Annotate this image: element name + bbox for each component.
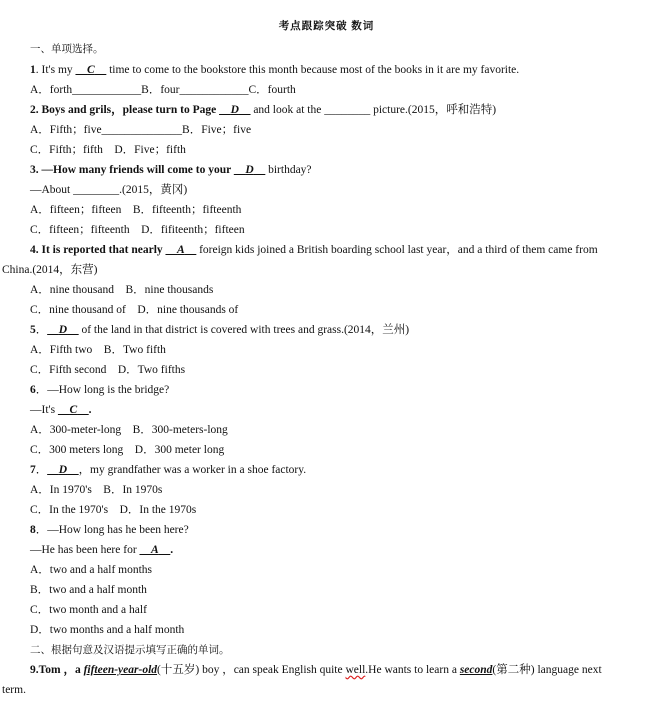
stem-text: foreign kids joined a British boarding school last year，and a third of them came from xyxy=(196,244,598,256)
reply-text: . xyxy=(88,404,92,416)
blank: __ xyxy=(184,244,197,256)
question-8-option-d: D．two months and a half month xyxy=(30,624,185,636)
reply-text: . xyxy=(170,544,174,556)
blank: __ xyxy=(67,464,79,476)
question-6-reply xyxy=(30,403,92,417)
stem-text: language next xyxy=(534,664,602,676)
question-8-option-b: B．two and a half month xyxy=(30,584,147,596)
blank: __ xyxy=(57,404,70,416)
answer-mark: A xyxy=(177,244,185,256)
question-3-reply: —About ________.(2015，黄冈) xyxy=(30,184,188,196)
stem-text: . —How many friends will come to your xyxy=(35,164,234,176)
answer-word: second xyxy=(459,664,493,676)
answer-mark: C xyxy=(69,404,78,416)
stem-text: .Tom ，a xyxy=(35,664,84,676)
page-title: 考点跟踪突破 数词 xyxy=(278,21,375,32)
question-8-stem xyxy=(30,523,189,537)
stem-text: boy ，can speak English quite xyxy=(199,664,346,676)
answer-mark: D xyxy=(230,104,239,116)
question-8-option-c: C．two month and a half xyxy=(30,604,147,616)
question-5-stem xyxy=(30,323,409,337)
stem-text: and look at the ________ picture.(2015，呼和浩特) xyxy=(250,104,497,116)
question-7-options-ab: A．In 1970's B．In 1970s xyxy=(30,484,163,496)
question-number: 6 xyxy=(30,384,36,396)
question-8-option-a: A．two and a half months xyxy=(30,564,153,576)
stem-text: .He wants to learn a xyxy=(365,664,460,676)
blank: __ xyxy=(67,324,79,336)
reply-text: —He has been here for xyxy=(30,544,140,556)
question-number: 8 xyxy=(30,524,36,536)
blank: __ xyxy=(47,464,59,476)
question-number: 7 xyxy=(30,464,36,476)
blank: __ xyxy=(94,64,107,76)
question-4-options-ab: A．nine thousand B．nine thousands xyxy=(30,284,214,296)
answer-word: fifteen-year-old xyxy=(83,664,158,676)
question-number: 5 xyxy=(30,324,36,336)
answer-mark: D xyxy=(245,164,254,176)
question-5-options-cd: C．Fifth second D．Two fifths xyxy=(30,364,186,376)
stem-text: birthday? xyxy=(265,164,312,176)
question-3-options-cd: C．fifteen；fifteenth D．fifiteenth；fifteen xyxy=(30,224,245,236)
question-4-stem xyxy=(30,243,598,257)
chinese-hint: (十五岁) xyxy=(157,664,200,676)
answer-mark: D xyxy=(58,324,68,336)
stem-text: ． xyxy=(35,324,48,336)
question-number: 2 xyxy=(30,104,36,116)
question-2-stem xyxy=(30,103,496,117)
question-1-options: A．forth____________B．four____________C．fourth xyxy=(30,84,296,96)
blank: __ xyxy=(77,404,89,416)
blank: __ xyxy=(238,104,251,116)
question-6-options-ab: A．300-meter-long B．300-meters-long xyxy=(30,424,228,436)
question-4-stem-continued: China.(2014，东营) xyxy=(2,264,98,276)
blank: __ xyxy=(75,64,88,76)
stem-text: well xyxy=(345,664,366,676)
chinese-hint: (第二种) xyxy=(492,664,535,676)
question-7-options-cd: C．In the 1970's D．In the 1970s xyxy=(30,504,197,516)
question-9-stem-continued: term. xyxy=(2,684,26,696)
blank: __ xyxy=(233,164,246,176)
stem-text: . It's my xyxy=(35,64,76,76)
answer-mark: C xyxy=(87,64,95,76)
question-3-options-ab: A．fifteen；fifteen B．fifteenth；fifteenth xyxy=(30,204,242,216)
stem-text: ．—How long has he been here? xyxy=(35,524,189,536)
question-7-stem xyxy=(30,463,306,477)
answer-mark: A xyxy=(151,544,159,556)
stem-text: of the land in that district is covered with trees and grass.(2014，兰州) xyxy=(78,324,410,336)
question-4-options-cd: C．nine thousand of D．nine thousands of xyxy=(30,304,239,316)
question-number: 1 xyxy=(30,64,36,76)
question-number: 9 xyxy=(30,664,36,676)
blank: __ xyxy=(139,544,152,556)
blank: __ xyxy=(158,544,171,556)
section-heading-fill-in: 二、根据句意及汉语提示填写正确的单词。 xyxy=(30,644,230,656)
question-2-options-cd: C．Fifth；fifth D．Five；fifth xyxy=(30,144,186,156)
stem-text: ，my grandfather was a worker in a shoe factory. xyxy=(78,464,307,476)
question-6-options-cd: C．300 meters long D．300 meter long xyxy=(30,444,225,456)
blank: __ xyxy=(165,244,178,256)
blank: __ xyxy=(253,164,266,176)
stem-text: ．—How long is the bridge? xyxy=(35,384,170,396)
question-number: 4 xyxy=(30,244,36,256)
stem-text: . It is reported that nearly xyxy=(35,244,166,256)
answer-mark: D xyxy=(58,464,68,476)
section-heading-single-choice: 一、单项选择。 xyxy=(30,43,104,55)
stem-text: time to come to the bookstore this month because most of the books in it are my favorite. xyxy=(106,64,520,76)
blank: __ xyxy=(219,104,231,116)
question-6-stem xyxy=(30,383,169,397)
question-5-options-ab: A．Fifth two B．Two fifth xyxy=(30,344,166,356)
question-1-stem xyxy=(30,63,519,77)
question-9-stem xyxy=(30,663,602,677)
question-8-reply xyxy=(30,543,173,557)
stem-text: ． xyxy=(35,464,48,476)
question-number: 3 xyxy=(30,164,36,176)
reply-text: —It's xyxy=(30,404,58,416)
question-2-options-ab: A．Fifth；five______________B．Five；five xyxy=(30,124,252,136)
blank: __ xyxy=(47,324,59,336)
stem-text: . Boys and grils，please turn to Page xyxy=(35,104,220,116)
question-3-stem xyxy=(30,163,312,177)
